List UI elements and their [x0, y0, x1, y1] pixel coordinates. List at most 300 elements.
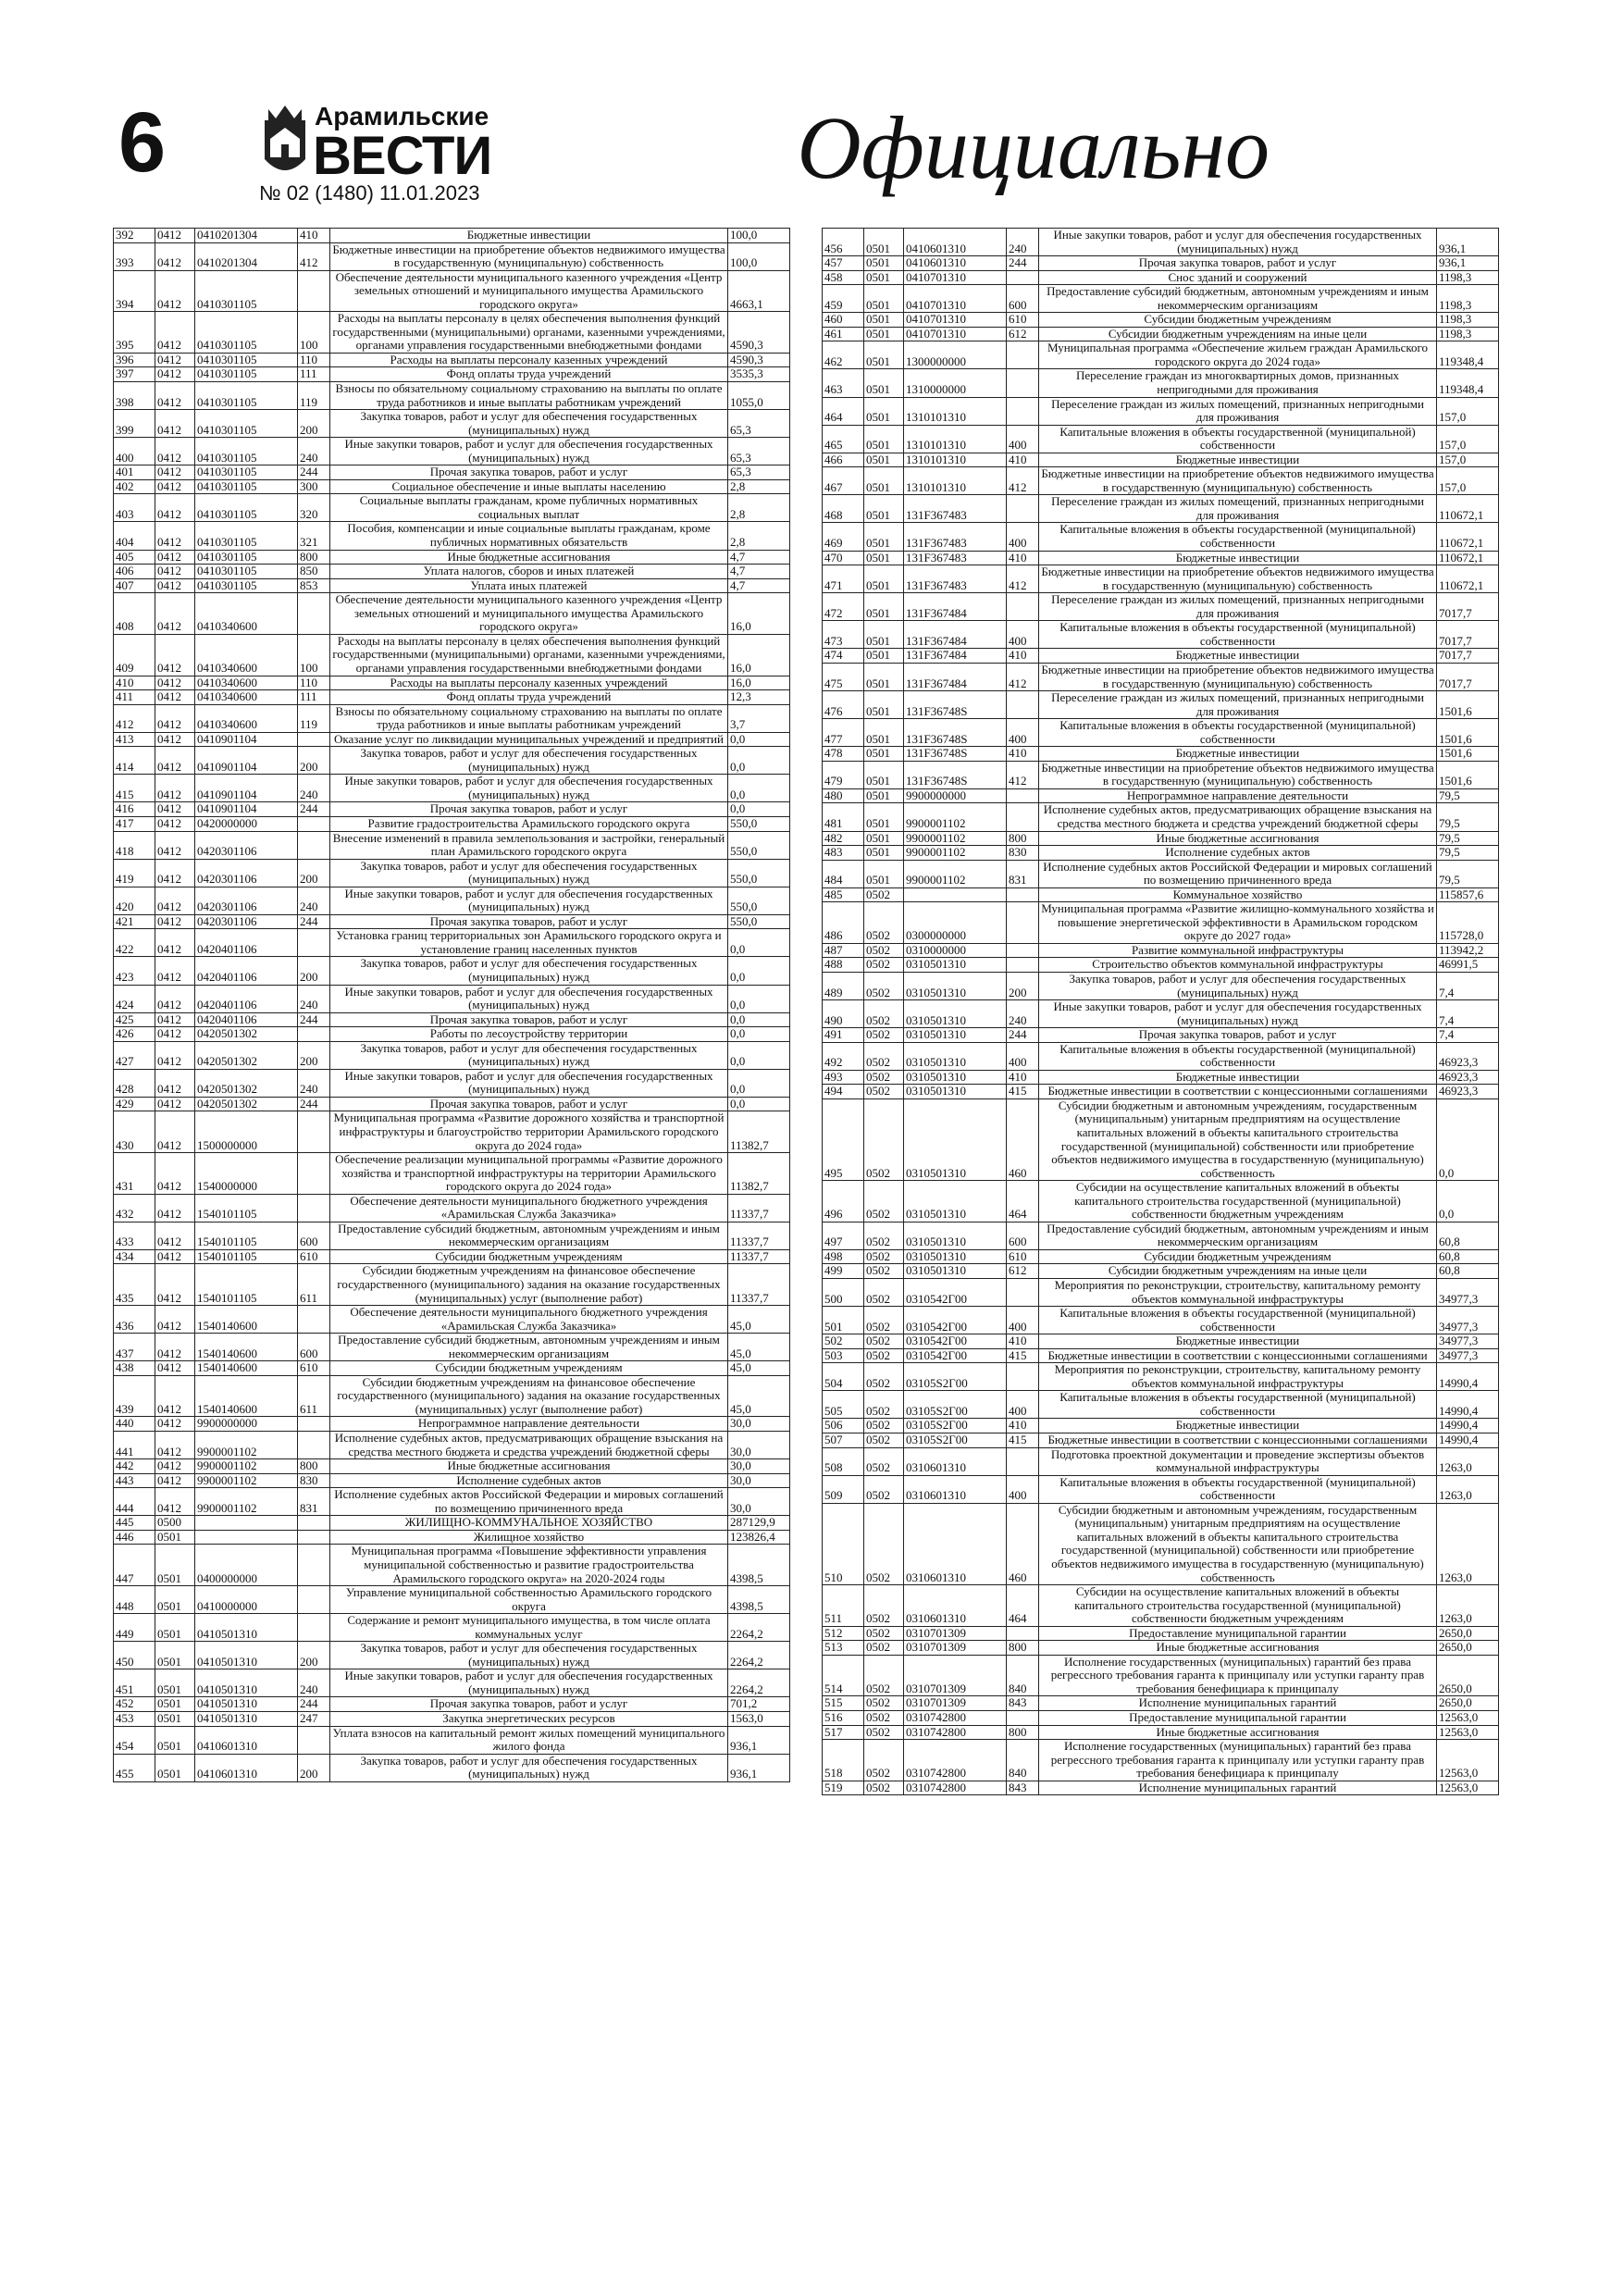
table-cell: Жилищное хозяйство: [330, 1530, 728, 1545]
table-cell: 610: [1007, 1249, 1039, 1264]
table-cell: 0,0: [728, 747, 790, 775]
table-cell: 0410601310: [904, 256, 1007, 271]
table-cell: 0420301106: [195, 859, 298, 887]
table-row: [823, 256, 1499, 271]
table-cell: 491: [823, 1028, 864, 1043]
table-cell: 9900000000: [904, 788, 1007, 803]
table-cell: 0412: [155, 593, 195, 635]
table-cell: 119348,4: [1437, 341, 1499, 369]
table-cell: 488: [823, 958, 864, 973]
table-cell: 496: [823, 1181, 864, 1222]
table-cell: Бюджетные инвестиции на приобретение объектов недвижимого имущества в государственную (муниципальную) собственность: [1039, 663, 1437, 690]
table-row: [114, 1097, 790, 1111]
table-row: [823, 1249, 1499, 1264]
table-cell: 0310501310: [904, 1028, 1007, 1043]
table-cell: Исполнение муниципальных гарантий: [1039, 1781, 1437, 1795]
table-cell: 0410340600: [195, 704, 298, 732]
table-cell: 131F367483: [904, 565, 1007, 593]
table-cell: 1263,0: [1437, 1447, 1499, 1475]
table-cell: 0501: [864, 467, 904, 495]
table-cell: 157,0: [1437, 425, 1499, 453]
table-cell: Социальное обеспечение и иные выплаты населению: [330, 479, 728, 494]
table-cell: 0502: [864, 1000, 904, 1028]
table-cell: 400: [1007, 621, 1039, 649]
table-cell: 320: [298, 494, 330, 522]
table-cell: 0502: [864, 1696, 904, 1711]
table-cell: 0410301105: [195, 565, 298, 579]
table-cell: [298, 1530, 330, 1545]
table-cell: Развитие коммунальной инфраструктуры: [1039, 943, 1437, 958]
table-row: [823, 902, 1499, 944]
table-row: [114, 1222, 790, 1249]
table-cell: 610: [298, 1249, 330, 1264]
table-cell: 16,0: [728, 676, 790, 690]
table-cell: 200: [298, 1041, 330, 1069]
table-cell: 431: [114, 1153, 155, 1195]
table-cell: 493: [823, 1070, 864, 1085]
table-row: [823, 229, 1499, 256]
table-cell: 800: [298, 550, 330, 565]
table-cell: 14990,4: [1437, 1433, 1499, 1448]
table-row: [114, 957, 790, 985]
table-row: [114, 775, 790, 802]
table-cell: 0412: [155, 565, 195, 579]
table-cell: 240: [298, 1069, 330, 1097]
table-row: [823, 1028, 1499, 1043]
table-cell: 392: [114, 229, 155, 243]
table-cell: 0,0: [728, 802, 790, 817]
table-row: [114, 1432, 790, 1459]
table-cell: 472: [823, 593, 864, 621]
table-cell: Прочая закупка товаров, работ и услуг: [1039, 1028, 1437, 1043]
table-cell: 0502: [864, 1740, 904, 1781]
table-cell: 0502: [864, 1391, 904, 1419]
table-cell: 9900001102: [195, 1473, 298, 1488]
table-cell: 12563,0: [1437, 1781, 1499, 1795]
table-cell: 503: [823, 1348, 864, 1363]
table-cell: 200: [298, 747, 330, 775]
table-cell: 410: [1007, 1334, 1039, 1349]
table-cell: 45,0: [728, 1306, 790, 1334]
table-cell: 0410340600: [195, 690, 298, 705]
table-row: [114, 1069, 790, 1097]
table-cell: 1540140600: [195, 1361, 298, 1376]
table-cell: 9900001102: [195, 1459, 298, 1474]
table-cell: Бюджетные инвестиции в соответствии с концессионными соглашениями: [1039, 1348, 1437, 1363]
table-cell: 0412: [155, 1417, 195, 1432]
table-cell: [1007, 1447, 1039, 1475]
table-cell: 200: [298, 1754, 330, 1781]
table-cell: Уплата иных платежей: [330, 578, 728, 593]
table-cell: Капитальные вложения в объекты государственной (муниципальной) собственности: [1039, 719, 1437, 747]
table-cell: 0412: [155, 1432, 195, 1459]
table-cell: 0501: [155, 1545, 195, 1586]
table-row: [823, 313, 1499, 328]
table-cell: [298, 1153, 330, 1195]
table-cell: 0501: [864, 761, 904, 788]
table-cell: 405: [114, 550, 155, 565]
table-cell: Непрограммное направление деятельности: [330, 1417, 728, 1432]
table-cell: 420: [114, 887, 155, 914]
table-cell: 0420401106: [195, 957, 298, 985]
table-cell: 440: [114, 1417, 155, 1432]
table-cell: 0501: [864, 663, 904, 690]
table-cell: 850: [298, 565, 330, 579]
table-cell: 429: [114, 1097, 155, 1111]
table-cell: 0310542Г00: [904, 1334, 1007, 1349]
table-row: [823, 1626, 1499, 1641]
table-cell: 0412: [155, 1361, 195, 1376]
table-cell: 415: [1007, 1085, 1039, 1099]
table-row: [114, 1726, 790, 1754]
table-cell: 0410601310: [195, 1754, 298, 1781]
table-cell: 1501,6: [1437, 719, 1499, 747]
table-cell: 110672,1: [1437, 495, 1499, 523]
table-cell: 0310701309: [904, 1655, 1007, 1696]
table-cell: [298, 1417, 330, 1432]
table-row: [114, 1264, 790, 1306]
table-cell: 0420301106: [195, 887, 298, 914]
table-row: [114, 1614, 790, 1642]
table-cell: 840: [1007, 1655, 1039, 1696]
table-cell: 465: [823, 425, 864, 453]
table-cell: 0502: [864, 943, 904, 958]
table-cell: 550,0: [728, 831, 790, 859]
table-cell: 0410501310: [195, 1711, 298, 1726]
table-cell: 611: [298, 1375, 330, 1417]
table-cell: 1055,0: [728, 382, 790, 410]
table-cell: Исполнение государственных (муниципальных) гарантий без права регрессного требования гаранта к принципалу или уступки гаранту прав требования бенефициара к принципалу: [1039, 1740, 1437, 1781]
table-cell: Переселение граждан из жилых помещений, признанных непригодными для проживания: [1039, 691, 1437, 719]
table-cell: 110672,1: [1437, 565, 1499, 593]
table-cell: 0502: [864, 1725, 904, 1740]
table-cell: 1540101105: [195, 1249, 298, 1264]
table-cell: 504: [823, 1363, 864, 1391]
table-cell: 0501: [864, 270, 904, 285]
table-row: [114, 312, 790, 354]
table-cell: Иные закупки товаров, работ и услуг для обеспечения государственных (муниципальных) нужд: [330, 438, 728, 465]
table-cell: 0310501310: [904, 1085, 1007, 1099]
table-cell: 0410701310: [904, 313, 1007, 328]
table-cell: 843: [1007, 1696, 1039, 1711]
table-cell: 492: [823, 1042, 864, 1070]
table-cell: 131F367484: [904, 663, 1007, 690]
table-cell: 0310501310: [904, 1264, 1007, 1279]
table-cell: 0501: [864, 593, 904, 621]
table-cell: Субсидии бюджетным и автономным учреждениям, государственным (муниципальным) унитарным предприятиям на осуществление капитальных вложений в объекты капитального строительства государственной (муниципальной) собственности или приобретение объектов недвижимого имущества в государственную (муниципальную) собственность: [1039, 1098, 1437, 1180]
table-cell: 0412: [155, 1153, 195, 1195]
table-row: [114, 929, 790, 957]
table-cell: 110: [298, 676, 330, 690]
table-cell: 34977,3: [1437, 1279, 1499, 1307]
table-cell: 131F367483: [904, 495, 1007, 523]
table-cell: 0502: [864, 1655, 904, 1696]
table-cell: 701,2: [728, 1697, 790, 1712]
table-cell: 0410301105: [195, 353, 298, 367]
table-cell: Снос зданий и сооружений: [1039, 270, 1437, 285]
table-cell: Предоставление субсидий бюджетным, автономным учреждениям и иным некоммерческим организациям: [330, 1222, 728, 1249]
table-cell: 936,1: [728, 1726, 790, 1754]
table-cell: 46923,3: [1437, 1070, 1499, 1085]
table-cell: 11382,7: [728, 1153, 790, 1195]
table-cell: 244: [298, 914, 330, 929]
table-row: [823, 958, 1499, 973]
table-cell: 115857,6: [1437, 887, 1499, 902]
table-row: [823, 691, 1499, 719]
table-cell: 1501,6: [1437, 747, 1499, 762]
table-cell: 477: [823, 719, 864, 747]
table-cell: Уплата налогов, сборов и иных платежей: [330, 565, 728, 579]
table-cell: 0412: [155, 690, 195, 705]
table-cell: 0412: [155, 1069, 195, 1097]
table-cell: 244: [298, 802, 330, 817]
table-cell: 460: [1007, 1503, 1039, 1584]
table-cell: 0412: [155, 802, 195, 817]
table-cell: 200: [298, 1642, 330, 1669]
table-cell: Исполнение муниципальных гарантий: [1039, 1696, 1437, 1711]
table-cell: Закупка товаров, работ и услуг для обеспечения государственных (муниципальных) нужд: [1039, 972, 1437, 999]
table-cell: 2650,0: [1437, 1641, 1499, 1656]
table-cell: Закупка товаров, работ и услуг для обеспечения государственных (муниципальных) нужд: [330, 859, 728, 887]
table-cell: 413: [114, 732, 155, 747]
table-cell: 4590,3: [728, 353, 790, 367]
table-cell: 0501: [155, 1669, 195, 1697]
table-cell: 800: [1007, 1641, 1039, 1656]
table-cell: Непрограммное направление деятельности: [1039, 788, 1437, 803]
table-cell: Бюджетные инвестиции: [1039, 551, 1437, 565]
table-cell: 110: [298, 353, 330, 367]
table-cell: 463: [823, 369, 864, 397]
table-cell: 34977,3: [1437, 1334, 1499, 1349]
table-cell: 0501: [864, 523, 904, 551]
table-cell: 0412: [155, 704, 195, 732]
table-cell: Предоставление субсидий бюджетным, автономным учреждениям и иным некоммерческим организациям: [1039, 1222, 1437, 1249]
table-cell: 0410301105: [195, 522, 298, 550]
table-cell: 0412: [155, 957, 195, 985]
table-cell: 0,0: [728, 985, 790, 1012]
table-cell: 1501,6: [1437, 761, 1499, 788]
table-cell: Иные закупки товаров, работ и услуг для обеспечения государственных (муниципальных) нужд: [1039, 1000, 1437, 1028]
table-cell: 400: [1007, 523, 1039, 551]
table-cell: 425: [114, 1012, 155, 1027]
table-cell: 0501: [864, 691, 904, 719]
table-cell: Прочая закупка товаров, работ и услуг: [330, 802, 728, 817]
table-cell: 0310742800: [904, 1740, 1007, 1781]
table-cell: 400: [1007, 1391, 1039, 1419]
table-cell: 423: [114, 957, 155, 985]
table-cell: 123826,4: [728, 1530, 790, 1545]
table-row: [114, 1516, 790, 1531]
table-cell: 0502: [864, 1781, 904, 1795]
table-cell: 518: [823, 1740, 864, 1781]
table-cell: 501: [823, 1307, 864, 1334]
table-cell: 0412: [155, 1194, 195, 1222]
table-cell: 131F367484: [904, 649, 1007, 664]
table-cell: Исполнение судебных актов, предусматривающих обращение взыскания на средства местного бюджета и средства учреждений бюджетной сферы: [1039, 803, 1437, 831]
table-row: [823, 453, 1499, 467]
table-cell: 421: [114, 914, 155, 929]
table-cell: 0412: [155, 367, 195, 382]
table-cell: 0501: [155, 1711, 195, 1726]
table-row: [823, 1503, 1499, 1584]
table-cell: 600: [298, 1334, 330, 1361]
table-cell: 0502: [864, 1334, 904, 1349]
table-cell: 2,8: [728, 522, 790, 550]
table-cell: 438: [114, 1361, 155, 1376]
table-cell: Субсидии бюджетным учреждениям: [1039, 313, 1437, 328]
table-row: [823, 1334, 1499, 1349]
table-cell: 0410301105: [195, 410, 298, 438]
table-cell: Прочая закупка товаров, работ и услуг: [1039, 256, 1437, 271]
table-cell: 0410701310: [904, 327, 1007, 341]
table-row: [114, 1194, 790, 1222]
table-cell: 2,8: [728, 494, 790, 522]
table-cell: 419: [114, 859, 155, 887]
table-cell: 0412: [155, 859, 195, 887]
table-cell: 0412: [155, 522, 195, 550]
table-cell: 468: [823, 495, 864, 523]
table-cell: 446: [114, 1530, 155, 1545]
table-cell: 0410601310: [195, 1726, 298, 1754]
table-cell: 0412: [155, 229, 195, 243]
table-cell: 100,0: [728, 242, 790, 270]
table-cell: 12563,0: [1437, 1725, 1499, 1740]
table-cell: 240: [298, 1669, 330, 1697]
table-cell: 34977,3: [1437, 1348, 1499, 1363]
table-cell: 100: [298, 312, 330, 354]
table-cell: 200: [298, 859, 330, 887]
table-cell: Муниципальная программа «Повышение эффективности управления муниципальной собственностью и развитие градостроительства Арамильского городского округа» на 2020-2024 годы: [330, 1545, 728, 1586]
table-cell: Бюджетные инвестиции на приобретение объектов недвижимого имущества в государственную (муниципальную) собственность: [330, 242, 728, 270]
table-cell: 0,0: [728, 1041, 790, 1069]
table-row: [823, 1475, 1499, 1503]
table-cell: 506: [823, 1419, 864, 1433]
table-cell: 45,0: [728, 1361, 790, 1376]
table-cell: 0410701310: [904, 285, 1007, 313]
table-cell: [1007, 270, 1039, 285]
table-cell: 0501: [864, 256, 904, 271]
table-cell: 0412: [155, 382, 195, 410]
table-cell: 03105S2Г00: [904, 1433, 1007, 1448]
table-cell: 11337,7: [728, 1264, 790, 1306]
table-cell: 435: [114, 1264, 155, 1306]
table-cell: 448: [114, 1586, 155, 1614]
table-cell: [1007, 1626, 1039, 1641]
table-cell: 110672,1: [1437, 523, 1499, 551]
table-cell: 470: [823, 551, 864, 565]
table-cell: 240: [298, 775, 330, 802]
table-cell: 412: [1007, 761, 1039, 788]
table-cell: 0502: [864, 1042, 904, 1070]
table-cell: 244: [298, 1097, 330, 1111]
table-cell: 131F36748S: [904, 747, 1007, 762]
table-cell: 550,0: [728, 887, 790, 914]
table-cell: 4,7: [728, 550, 790, 565]
table-cell: 1501,6: [1437, 691, 1499, 719]
table-cell: [904, 887, 1007, 902]
table-cell: 0410501310: [195, 1614, 298, 1642]
table-row: [114, 1711, 790, 1726]
table-cell: 403: [114, 494, 155, 522]
table-cell: 0502: [864, 1070, 904, 1085]
table-cell: 450: [114, 1642, 155, 1669]
table-cell: [298, 816, 330, 831]
table-cell: 0501: [864, 341, 904, 369]
table-row: [114, 1306, 790, 1334]
table-cell: 401: [114, 465, 155, 480]
table-cell: 110672,1: [1437, 551, 1499, 565]
table-cell: 485: [823, 887, 864, 902]
table-cell: 428: [114, 1069, 155, 1097]
table-row: [823, 397, 1499, 425]
table-cell: 7017,7: [1437, 663, 1499, 690]
table-cell: 507: [823, 1433, 864, 1448]
table-cell: 433: [114, 1222, 155, 1249]
table-cell: 0310742800: [904, 1725, 1007, 1740]
table-cell: 1300000000: [904, 341, 1007, 369]
table-cell: 45,0: [728, 1375, 790, 1417]
table-row: [823, 1085, 1499, 1099]
table-row: [114, 1669, 790, 1697]
table-cell: 2650,0: [1437, 1655, 1499, 1696]
table-row: [823, 831, 1499, 846]
table-cell: 12,3: [728, 690, 790, 705]
table-cell: Бюджетные инвестиции: [1039, 1334, 1437, 1349]
table-cell: 7,4: [1437, 1000, 1499, 1028]
table-row: [823, 341, 1499, 369]
table-cell: 0412: [155, 1249, 195, 1264]
table-cell: 244: [298, 1012, 330, 1027]
table-cell: Обеспечение реализации муниципальной программы «Развитие дорожного хозяйства и транспортной инфраструктуры на территории Арамильского городского округа до 2024 года»: [330, 1153, 728, 1195]
table-cell: Прочая закупка товаров, работ и услуг: [330, 1697, 728, 1712]
table-cell: Субсидии бюджетным и автономным учреждениям, государственным (муниципальным) унитарным предприятиям на осуществление капитальных вложений в объекты капитального строительства государственной (муниципальной) собственности или приобретение объектов недвижимого имущества в государственную (муниципальную) собственность: [1039, 1503, 1437, 1584]
page-number: 6: [118, 95, 167, 190]
table-cell: Иные закупки товаров, работ и услуг для обеспечения государственных (муниципальных) нужд: [1039, 229, 1437, 256]
table-cell: 402: [114, 479, 155, 494]
table-cell: Фонд оплаты труда учреждений: [330, 367, 728, 382]
table-cell: 240: [1007, 1000, 1039, 1028]
table-cell: 0410000000: [195, 1586, 298, 1614]
table-cell: 0502: [864, 1249, 904, 1264]
table-row: [823, 887, 1499, 902]
section-title: Официально: [797, 98, 1270, 197]
table-cell: 406: [114, 565, 155, 579]
table-cell: 79,5: [1437, 860, 1499, 887]
table-cell: Бюджетные инвестиции: [330, 229, 728, 243]
table-cell: 0310742800: [904, 1781, 1007, 1795]
table-cell: 0501: [864, 425, 904, 453]
table-cell: [298, 1516, 330, 1531]
table-cell: 7017,7: [1437, 621, 1499, 649]
table-cell: 119: [298, 704, 330, 732]
table-cell: 0501: [155, 1726, 195, 1754]
table-cell: 9900001102: [904, 831, 1007, 846]
table-cell: 131F367484: [904, 593, 1007, 621]
table-cell: 0412: [155, 578, 195, 593]
table-cell: 0412: [155, 1041, 195, 1069]
table-row: [823, 1419, 1499, 1433]
table-row: [823, 1740, 1499, 1781]
table-cell: 7,4: [1437, 1028, 1499, 1043]
table-cell: Коммунальное хозяйство: [1039, 887, 1437, 902]
table-cell: 0310701309: [904, 1641, 1007, 1656]
table-cell: ЖИЛИЩНО-КОММУНАЛЬНОЕ ХОЗЯЙСТВО: [330, 1516, 728, 1531]
table-cell: 0410601310: [904, 229, 1007, 256]
table-cell: Работы по лесоустройству территории: [330, 1027, 728, 1042]
table-cell: Исполнение судебных актов, предусматривающих обращение взыскания на средства местного бюджета и средства учреждений бюджетной сферы: [330, 1432, 728, 1459]
table-cell: 843: [1007, 1781, 1039, 1795]
table-cell: [1007, 1279, 1039, 1307]
